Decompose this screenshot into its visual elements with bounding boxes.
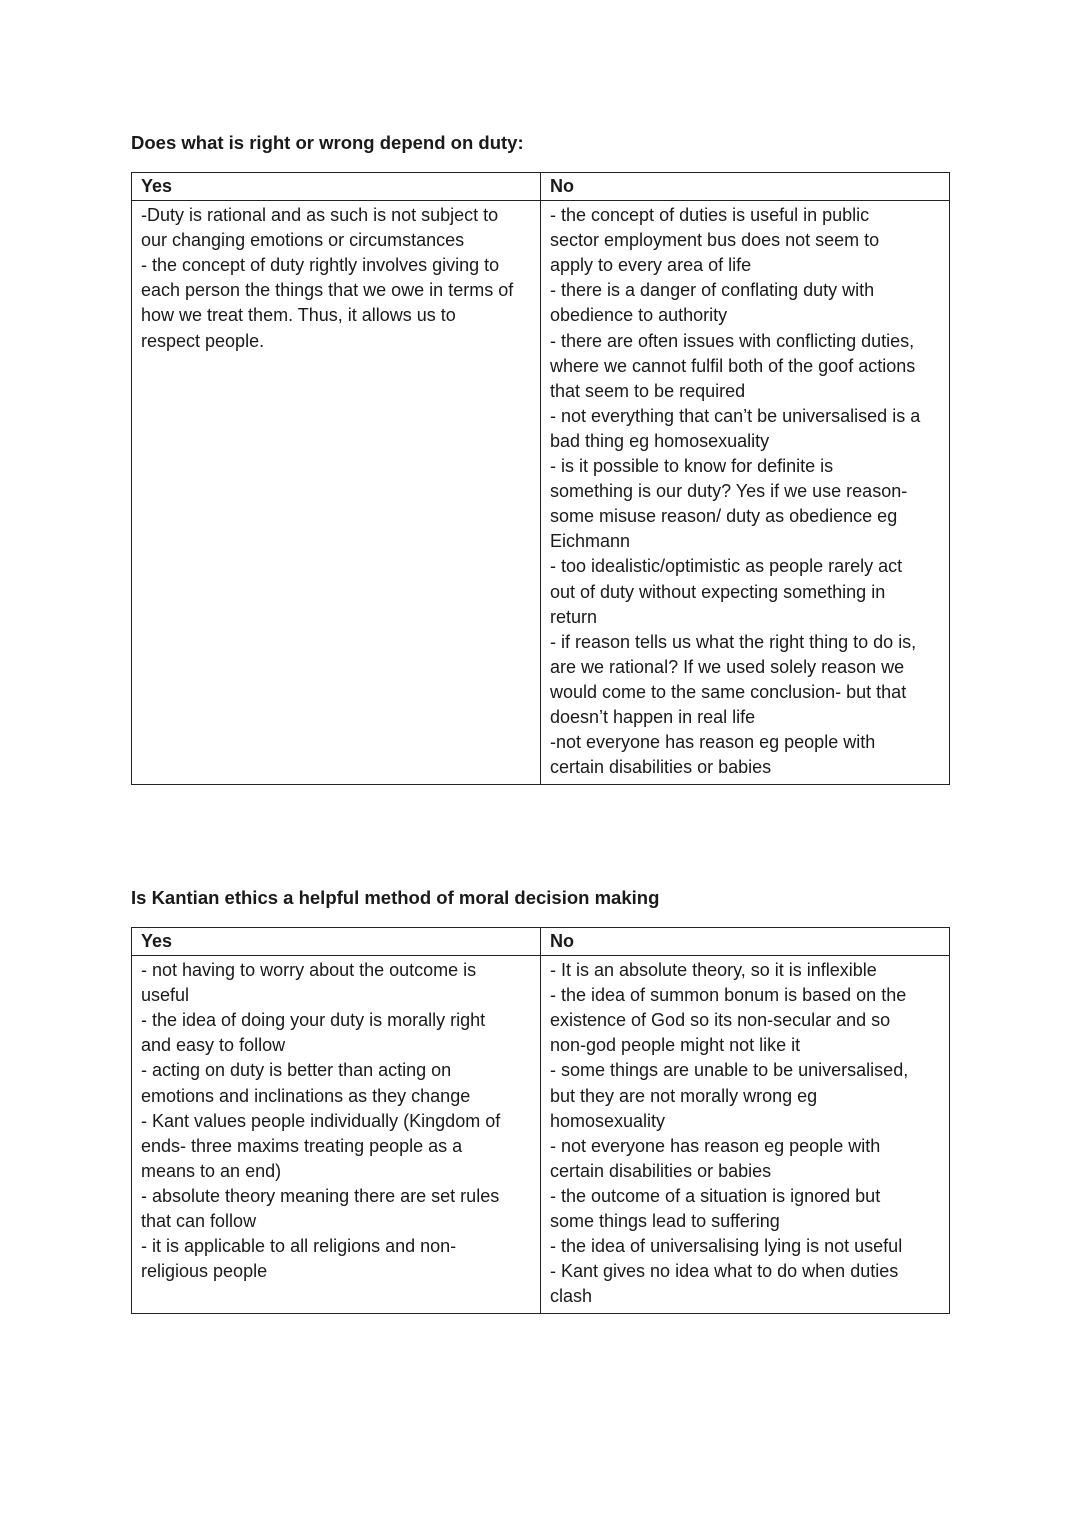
no-arguments-cell xyxy=(541,956,950,1314)
no-argument-line: certain disabilities or babies xyxy=(550,1160,772,1181)
yes-argument-line: ends- three maxims treating people as a xyxy=(141,1135,463,1156)
yes-argument-line: how we treat them. Thus, it allows us to xyxy=(141,305,456,326)
duty-comparison-table xyxy=(131,172,950,785)
no-argument-line: homosexuality xyxy=(550,1110,666,1131)
no-argument-line: where we cannot fulfil both of the goof actions xyxy=(550,355,916,376)
no-argument-line: - too idealistic/optimistic as people rarely act xyxy=(550,556,903,577)
kantian-ethics-section xyxy=(131,886,950,1314)
yes-argument-line: religious people xyxy=(141,1261,268,1282)
no-argument-line: - there is a danger of conflating duty with xyxy=(550,280,875,301)
no-argument-line: Eichmann xyxy=(550,531,631,552)
no-argument-line: clash xyxy=(550,1286,593,1307)
no-argument-line: are we rational? If we used solely reason we xyxy=(550,656,905,677)
no-argument-line: that seem to be required xyxy=(550,380,746,401)
no-argument-line: return xyxy=(550,606,598,627)
no-argument-line: would come to the same conclusion- but that xyxy=(550,681,907,702)
yes-argument-line: our changing emotions or circumstances xyxy=(141,230,465,251)
no-argument-line: certain disabilities or babies xyxy=(550,757,772,778)
yes-argument-line: - acting on duty is better than acting on xyxy=(141,1060,452,1081)
no-column-header: No xyxy=(541,173,950,201)
section-heading: Is Kantian ethics a helpful method of moral decision making xyxy=(131,887,660,908)
no-argument-line: - the idea of universalising lying is not useful xyxy=(550,1236,903,1257)
yes-argument-line: each person the things that we owe in terms of xyxy=(141,280,514,301)
no-argument-line: - Kant gives no idea what to do when duties xyxy=(550,1261,899,1282)
no-argument-line: bad thing eg homosexuality xyxy=(550,430,770,451)
yes-argument-line: and easy to follow xyxy=(141,1035,286,1056)
no-argument-line: but they are not morally wrong eg xyxy=(550,1085,818,1106)
yes-argument-line: emotions and inclinations as they change xyxy=(141,1085,471,1106)
table-header-row xyxy=(132,928,950,956)
no-argument-line: - the outcome of a situation is ignored but xyxy=(550,1185,881,1206)
no-argument-line: non-god people might not like it xyxy=(550,1035,801,1056)
no-argument-line: sector employment bus does not seem to xyxy=(550,230,880,251)
no-argument-line: obedience to authority xyxy=(550,305,728,326)
yes-argument-line: useful xyxy=(141,985,190,1006)
no-argument-line: out of duty without expecting something in xyxy=(550,581,886,602)
no-argument-line: - the idea of summon bonum is based on the xyxy=(550,985,907,1006)
table-header-row xyxy=(132,173,950,201)
yes-column-header: Yes xyxy=(132,173,541,201)
table-body-row xyxy=(132,956,950,1314)
no-argument-line: existence of God so its non-secular and so xyxy=(550,1010,891,1031)
yes-argument-line: - not having to worry about the outcome is xyxy=(141,960,477,981)
yes-column-header: Yes xyxy=(132,928,541,956)
no-argument-line: -not everyone has reason eg people with xyxy=(550,732,876,753)
no-argument-line: - if reason tells us what the right thing to do is, xyxy=(550,631,917,652)
yes-argument-line: - the concept of duty rightly involves giving to xyxy=(141,255,500,276)
no-argument-line: something is our duty? Yes if we use reason- xyxy=(550,481,908,502)
yes-arguments-cell xyxy=(132,201,541,785)
no-argument-line: apply to every area of life xyxy=(550,255,752,276)
yes-argument-line: means to an end) xyxy=(141,1160,282,1181)
no-argument-line: - there are often issues with conflicting duties, xyxy=(550,330,915,351)
no-argument-line: - not everyone has reason eg people with xyxy=(550,1135,881,1156)
yes-arguments-cell xyxy=(132,956,541,1314)
table-body-row xyxy=(132,201,950,785)
yes-argument-line: -Duty is rational and as such is not subject to xyxy=(141,205,499,226)
no-argument-line: some things lead to suffering xyxy=(550,1211,780,1232)
section-heading: Does what is right or wrong depend on duty: xyxy=(131,132,524,153)
no-argument-line: some misuse reason/ duty as obedience eg xyxy=(550,506,898,527)
no-argument-line: - not everything that can’t be universalised is a xyxy=(550,405,921,426)
yes-argument-line: - the idea of doing your duty is morally right xyxy=(141,1010,486,1031)
no-argument-line: - It is an absolute theory, so it is inflexible xyxy=(550,960,877,981)
no-argument-line: - some things are unable to be universalised, xyxy=(550,1060,909,1081)
yes-argument-line: - it is applicable to all religions and non- xyxy=(141,1236,457,1257)
no-column-header: No xyxy=(541,928,950,956)
duty-section xyxy=(131,131,950,785)
no-argument-line: doesn’t happen in real life xyxy=(550,706,756,727)
no-argument-line: - the concept of duties is useful in public xyxy=(550,205,870,226)
yes-argument-line: respect people. xyxy=(141,330,265,351)
yes-argument-line: - Kant values people individually (Kingdom of xyxy=(141,1110,501,1131)
no-arguments-cell xyxy=(541,201,950,785)
kantian-comparison-table xyxy=(131,927,950,1314)
yes-argument-line: - absolute theory meaning there are set rules xyxy=(141,1185,500,1206)
no-argument-line: - is it possible to know for definite is xyxy=(550,456,834,477)
yes-argument-line: that can follow xyxy=(141,1211,257,1232)
